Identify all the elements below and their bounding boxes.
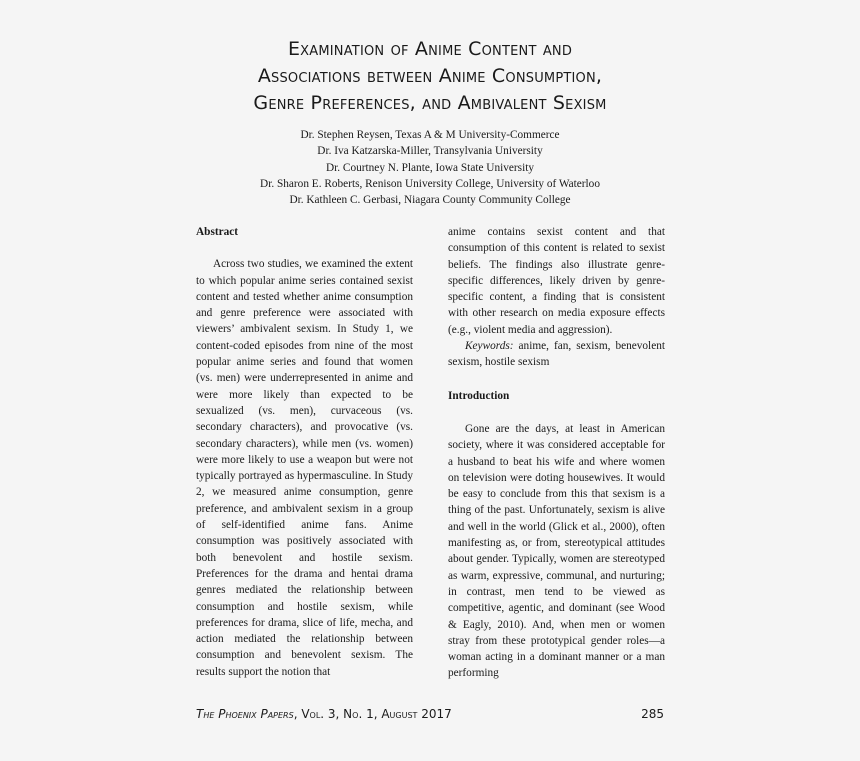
- right-column: [448, 224, 665, 682]
- keywords: [448, 338, 665, 371]
- author-line: Dr. Courtney N. Plante, Iowa State University: [325, 161, 535, 174]
- author-line: Dr. Iva Katzarska-Miller, Transylvania University: [317, 145, 543, 158]
- author-list: [160, 127, 700, 208]
- title-line: Genre Preferences, and Ambivalent Sexism: [253, 92, 607, 114]
- journal-issue: , Vol. 3, No. 1, August 2017: [293, 707, 452, 721]
- journal-name: The Phoenix Papers: [196, 707, 294, 721]
- abstract-text-part2: anime contains sexist content and that consumption of this content is related to sexist beliefs. The findings also illustrate genre-specific differences, likely driven by genre-specific content, a finding that is consistent with other research on media exposure effects (e.g., violent media and aggression).: [448, 226, 665, 336]
- paper-title: [120, 36, 740, 117]
- author-line: Dr. Stephen Reysen, Texas A & M University-Commerce: [300, 129, 560, 141]
- keywords-label: Keywords:: [465, 340, 514, 353]
- left-column: [196, 224, 413, 680]
- page-footer: [196, 707, 664, 721]
- footer-citation: [196, 707, 452, 721]
- introduction-heading: Introduction: [448, 389, 510, 402]
- abstract-text-part1: Across two studies, we examined the extent to which popular anime series contained sexist content and tested whether anime consumption and genre preference were associated with viewers’ ambivalent sexism. In Study 1, we content-coded episodes from nine of the most popular anime series and found that women (vs. men) were underrepresented in anime and were more likely than expected to be sexualized (vs. men), curvaceous (vs. secondary characters), and provocative (vs. secondary characters), while men (vs. women) were more likely to use a weapon but were not typically portrayed as hypermasculine. In Study 2, we measured anime consumption, genre preference, and ambivalent sexism in a group of self-identified anime fans. Anime consumption was positively associated with both benevolent and hostile sexism. Preferences for the drama and hentai drama genres mediated the relationship between consumption and hostile sexism, while preferences for drama, slice of life, mecha, and action mediated the relationship between consumption and benevolent sexism. The results support the notion that: [196, 258, 413, 678]
- introduction-text: Gone are the days, at least in American society, where it was considered acceptable for a husband to beat his wife and where women on television were doting housewives. It would be easy to conclude from this that sexism is a thing of the past. Unfortunately, sexism is alive and well in the world (Glick et al., 2000), often manifesting as, or from, stereotypical attitudes about gender. Typically, women are stereotyped as warm, expressive, communal, and nurturing; in contrast, men tend to be viewed as competitive, agentic, and dominant (see Wood & Eagly, 2010). And, when men or women stray from these prototypical gender roles—a woman acting in a dominant manner or a man performing: [448, 422, 665, 680]
- author-line: Dr. Kathleen C. Gerbasi, Niagara County Community College: [289, 194, 571, 207]
- keywords-text: anime, fan, sexism, benevolent sexism, hostile sexism: [448, 340, 666, 369]
- author-line: Dr. Sharon E. Roberts, Renison University College, University of Waterloo: [260, 177, 600, 190]
- title-line: Associations between Anime Consumption,: [257, 65, 603, 87]
- page-number: 285: [641, 707, 664, 721]
- abstract-heading: Abstract: [196, 226, 239, 238]
- title-line: Examination of Anime Content and: [287, 38, 573, 60]
